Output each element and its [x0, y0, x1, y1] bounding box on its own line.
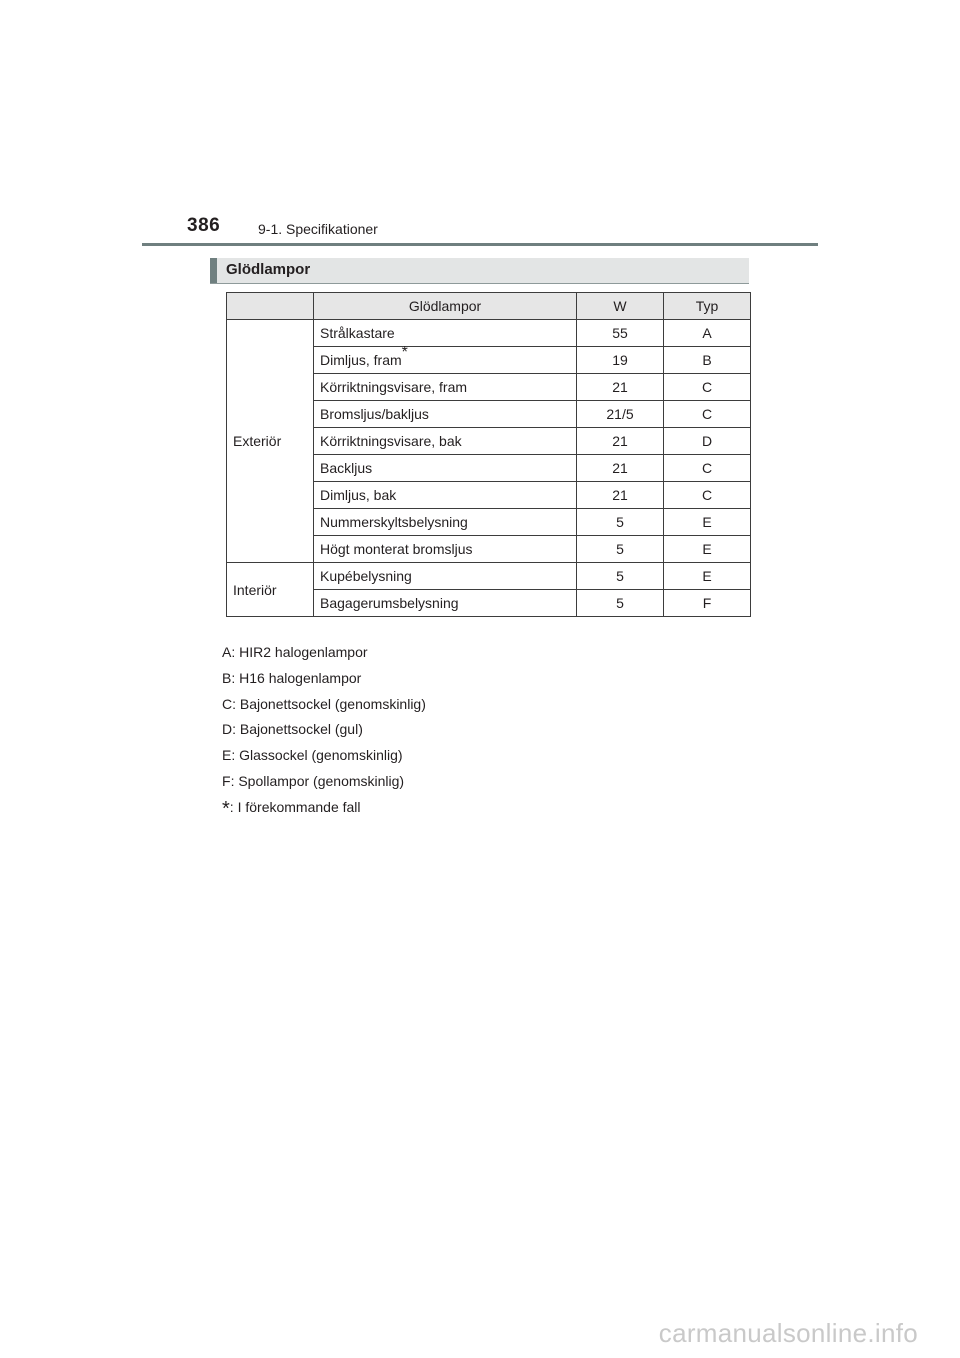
legend-key: B — [222, 669, 232, 686]
legend-item — [222, 717, 426, 743]
bulb-name-cell — [314, 509, 577, 536]
wattage-cell: 21 — [577, 482, 664, 509]
type-cell: C — [664, 374, 751, 401]
wattage-cell: 5 — [577, 509, 664, 536]
bulb-name: Bagagerumsbelysning — [320, 595, 459, 611]
type-cell: C — [664, 455, 751, 482]
table-row — [227, 563, 751, 590]
bulb-name: Dimljus, fram — [320, 352, 402, 368]
legend-text: HIR2 halogenlampor — [239, 644, 368, 660]
chapter-title: 9-1. Specifikationer — [258, 221, 378, 237]
type-cell: C — [664, 482, 751, 509]
table-header-row — [227, 293, 751, 320]
type-cell: A — [664, 320, 751, 347]
type-cell: C — [664, 401, 751, 428]
legend-separator: : — [230, 772, 239, 789]
wattage-cell: 21 — [577, 428, 664, 455]
wattage-cell: 5 — [577, 563, 664, 590]
bulb-name: Körriktningsvisare, fram — [320, 379, 468, 395]
type-cell: E — [664, 509, 751, 536]
section-heading-accent-bar — [210, 258, 217, 283]
section-heading-text: Glödlampor — [226, 261, 311, 278]
bulb-name-cell — [314, 563, 577, 590]
legend-item — [222, 743, 426, 769]
legend-separator: : — [232, 721, 240, 738]
type-cell: F — [664, 590, 751, 617]
wattage-cell: 21 — [577, 374, 664, 401]
column-header-watt: W — [577, 293, 664, 320]
type-cell: E — [664, 536, 751, 563]
group-label: Exteriör — [227, 320, 314, 563]
bulb-name: Backljus — [320, 460, 373, 476]
bulb-name: Kupébelysning — [320, 568, 412, 584]
wattage-cell: 19 — [577, 347, 664, 374]
legend-item — [222, 666, 426, 692]
legend-text: Bajonettsockel (genomskinlig) — [239, 695, 426, 712]
header-divider — [142, 243, 818, 246]
legend-text: Glassockel (genomskinlig) — [239, 747, 403, 764]
bulb-name: Bromsljus/bakljus — [320, 406, 429, 422]
table-body — [227, 320, 751, 617]
bulb-name: Nummerskyltsbelysning — [320, 514, 468, 530]
bulb-name-cell — [314, 428, 577, 455]
section-heading — [210, 258, 749, 284]
footnote-marker: * — [401, 344, 408, 362]
legend-separator: : — [232, 695, 240, 712]
table-row — [227, 320, 751, 347]
bulb-name: Strålkastare — [320, 325, 395, 341]
wattage-cell: 5 — [577, 536, 664, 563]
wattage-cell: 5 — [577, 590, 664, 617]
legend-separator: : — [229, 798, 238, 815]
column-header-bulbs: Glödlampor — [314, 293, 577, 320]
legend-item — [222, 640, 426, 666]
legend-item — [222, 769, 426, 795]
bulb-name-cell — [314, 590, 577, 617]
group-label: Interiör — [227, 563, 314, 617]
bulb-name-cell — [314, 455, 577, 482]
legend-key: A — [222, 644, 232, 660]
type-cell: B — [664, 347, 751, 374]
watermark: carmanualsonline.info — [658, 1318, 918, 1348]
legend-text: I förekommande fall — [237, 798, 361, 815]
legend-item — [222, 692, 426, 718]
bulb-name-cell — [314, 374, 577, 401]
legend-text: H16 halogenlampor — [239, 669, 362, 686]
bulb-name: Körriktningsvisare, bak — [320, 433, 462, 449]
legend-key: E — [222, 747, 232, 764]
legend-separator: : — [231, 747, 240, 764]
legend-text: Spollampor (genomskinlig) — [238, 772, 405, 789]
wattage-cell: 55 — [577, 320, 664, 347]
column-header-group — [227, 293, 314, 320]
bulb-name-cell — [314, 320, 577, 347]
legend-separator: : — [231, 669, 240, 686]
wattage-cell: 21/5 — [577, 401, 664, 428]
legend-separator: : — [231, 644, 240, 660]
legend-key: D — [222, 721, 233, 738]
legend-key: F — [222, 772, 231, 789]
bulb-name-cell — [314, 482, 577, 509]
wattage-cell: 21 — [577, 455, 664, 482]
bulb-name: Högt monterat bromsljus — [320, 541, 473, 557]
bulb-name-cell — [314, 344, 577, 374]
bulb-name-cell — [314, 536, 577, 563]
column-header-type: Typ — [664, 293, 751, 320]
type-cell: E — [664, 563, 751, 590]
bulb-name: Dimljus, bak — [320, 487, 397, 503]
legend-text: Bajonettsockel (gul) — [239, 721, 363, 738]
bulb-name-cell — [314, 401, 577, 428]
type-legend — [222, 640, 426, 821]
type-cell: D — [664, 428, 751, 455]
bulbs-table — [226, 292, 751, 617]
legend-key: * — [222, 797, 230, 820]
page-number: 386 — [187, 215, 221, 236]
legend-item — [222, 795, 426, 821]
legend-key: C — [222, 695, 233, 712]
